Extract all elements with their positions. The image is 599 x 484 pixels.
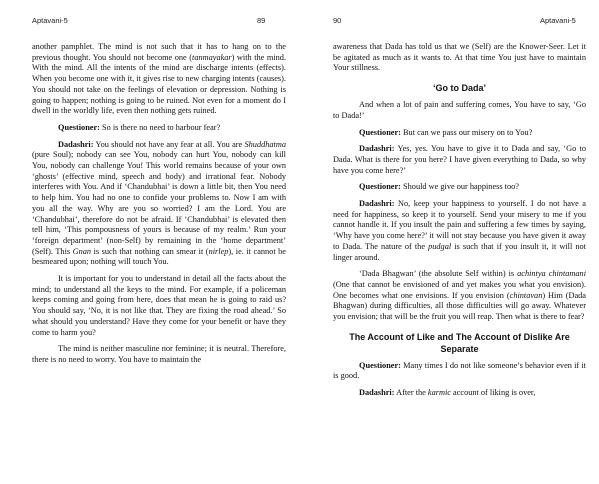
right-header-title: Aptavani-5 (540, 16, 576, 25)
right-page (300, 0, 599, 484)
section-heading: The Account of Like and The Account of Dislike Are Separate (349, 331, 570, 354)
paragraph (32, 123, 286, 134)
speaker-label: Questioner: (58, 122, 100, 132)
paragraph (333, 128, 586, 139)
text-run: Should we give our happiness too? (400, 182, 519, 192)
speaker-label: Dadashri: (359, 388, 395, 398)
speaker-label: Dadashri: (359, 144, 395, 154)
italic-term: karmic (427, 388, 451, 398)
speaker-label: Dadashri: (58, 139, 94, 149)
paragraph (32, 344, 286, 365)
text-run: ‘Dada Bhagwan’ (the absolute Self within) is (359, 269, 518, 279)
text-run: is such that if you insult it, it will not linger around. (333, 241, 586, 262)
paragraph (32, 140, 286, 268)
left-page-body (32, 42, 286, 372)
speaker-label: Questioner: (359, 360, 401, 370)
text-run: So is there no need to harbour fear? (99, 122, 221, 132)
text-run: Many times I do not like someone’s behavior even if it is good. (333, 360, 586, 381)
text-run: account of liking is over, (450, 388, 536, 398)
italic-term: Gnan (72, 246, 92, 256)
paragraph (333, 42, 586, 74)
paragraph (333, 144, 586, 176)
italic-term: pudgal (428, 241, 452, 251)
text-run: ), ie. it cannot be besmeared upon; nothing will touch You. (32, 246, 286, 267)
left-page-number: 89 (257, 16, 266, 25)
italic-term: tanmayakar (192, 52, 232, 62)
text-run: It is important for you to understand in detail all the facts about the mind; to understand all the keys to the mind. For example, if a policeman keeps coming and going from here, does that mean he is going to raid us? You should say, ‘No, it is not like that. They are fixing the road ahead.’ So what should you understand? Have they come for your benefit or have they come to harm you? (32, 274, 286, 337)
text-run: (pure Soul); nobody can see You, nobody can hurt You, nobody can kill You, nobody can challenge You! This world remains because of your own ‘ghosts’ (effective mind, speech and body) and irrational fear. Nobody interferes with You. And if ‘Chandubhai’ is down a little bit, then You need to help him. You had no one to confide your problems to. Now I am with you all the way. Why are you so worried? I am the Lord. You are ‘Chandubhai’, therefore do not be afraid. If ‘Chandubhai’ is elevated then tell him, ‘This pompousness of yours is because of my realm.’ Run your ‘foreign department’ (non-Self) by remaining in the ‘home department’ (Self). This (32, 150, 286, 256)
paragraph (333, 388, 586, 399)
paragraph (333, 269, 586, 323)
text-run: And when a lot of pain and suffering comes, You have to say, ‘Go to Dada!’ (333, 100, 586, 120)
text-run: ) with the mind. With the mind. All the intents of the mind are discharge intents (effects). When you become one with it, it gives rise to new charging intents (causes). You should not take on the feelings of elevation or depression. Nothing is going to happen; nothing is going to be ruined. Not even for a moment do I dwell in the worldly life, even then nothing gets ruined. (32, 52, 286, 116)
text-run: ) Him (Dada Bhagwan) during difficulties, all those difficulties will go away. Whatever you envision; that will be the fruit you will reap. Then what is there to fear? (333, 290, 586, 322)
right-page-number: 90 (333, 16, 342, 25)
italic-term: Shuddhatma (244, 139, 286, 149)
italic-term: nirlep (208, 246, 229, 256)
paragraph (333, 100, 586, 121)
speaker-label: Dadashri: (359, 199, 395, 209)
paragraph (32, 42, 286, 117)
section-heading: ‘Go to Dada’ (432, 83, 486, 94)
italic-term: achintya chintamani (517, 269, 587, 279)
text-run: The mind is neither masculine nor feminine; it is neutral. Therefore, there is no need to worry. You have to maintain the (32, 344, 286, 364)
text-run: No, keep your happiness to yourself. I do not have a need for happiness, so keep it to yourself. Send your misery to me if you cannot handle it. If you insult the pain and suffering a few times by saying, ‘Why have you come here?’ it will not stay because you have given it away to Dada. The nature of the (333, 199, 586, 251)
paragraph (32, 274, 286, 338)
text-run: (One that cannot be envisioned of and yet makes you what you envision). One becomes what one envisions. If you envision ( (333, 279, 586, 300)
paragraph (333, 361, 586, 382)
text-run: awareness that Dada has told us that we (Self) are the Knower-Seer. Let it be agitated as much as it wants to. At that time You just have to maintain Your stillness. (333, 42, 586, 73)
speaker-label: Questioner: (359, 127, 401, 137)
speaker-label: Questioner: (359, 182, 401, 192)
paragraph (333, 199, 586, 263)
paragraph (333, 182, 586, 193)
text-run: Yes, yes. You have to give it to Dada and say, ‘Go to Dada. What is there for you here? I have given everything to Dada, so why have you come here?’ (333, 144, 586, 175)
text-run: But can we pass our misery on to You? (400, 127, 533, 137)
text-run: After the (394, 388, 428, 398)
left-header-title: Aptavani-5 (32, 16, 68, 25)
right-page-body (333, 42, 586, 405)
text-run: is such that nothing can smear it ( (91, 246, 209, 256)
text-run: another pamphlet. The mind is not such that it has to hang on to the previous thought. You should not become one ( (32, 42, 286, 62)
italic-term: chintavan (509, 290, 543, 300)
text-run: You should not have any fear at all. You are (93, 139, 245, 149)
